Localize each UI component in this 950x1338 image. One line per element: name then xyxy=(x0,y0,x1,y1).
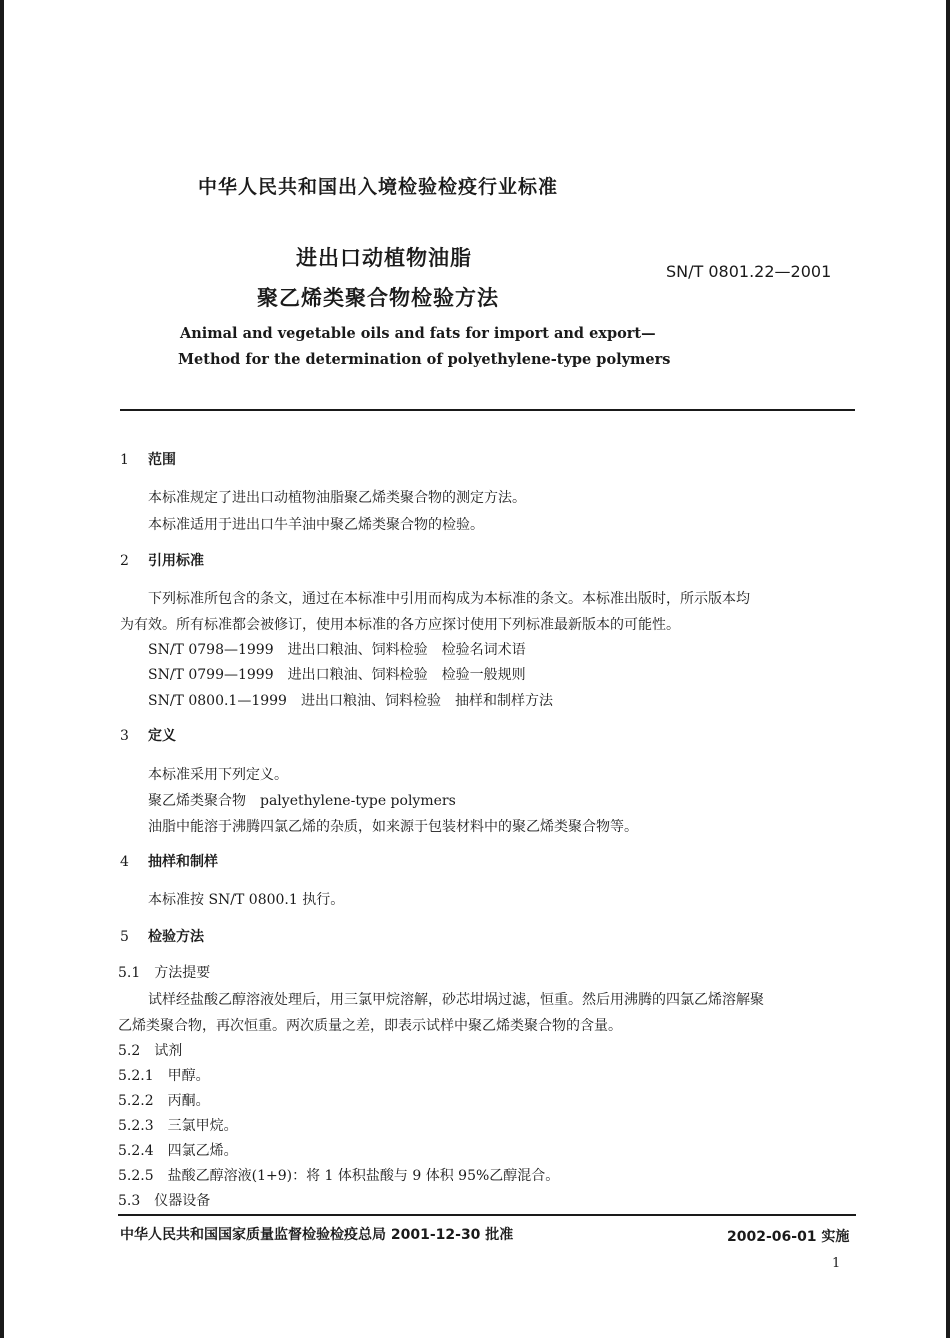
reference-item: SN/T 0798—1999 进出口粮油、饲料检验 检验名词术语 xyxy=(148,642,526,658)
section-4-heading xyxy=(120,851,218,871)
section-number: 1 xyxy=(120,452,129,468)
section-title: 范围 xyxy=(148,452,176,468)
standard-category-heading: 中华人民共和国出入境检验检疫行业标准 xyxy=(198,176,559,198)
reagent-item: 5.2.1 甲醇。 xyxy=(118,1068,210,1084)
section-1-heading xyxy=(120,449,176,469)
section-2-paragraph-line-1: 下列标准所包含的条文，通过在本标准中引用而构成为本标准的条文。本标准出版时，所示版本均 xyxy=(148,591,750,607)
reference-item: SN/T 0800.1—1999 进出口粮油、饲料检验 抽样和制样方法 xyxy=(148,693,553,709)
subsection-5-2-heading: 5.2 试剂 xyxy=(118,1043,183,1059)
section-3-paragraph-1: 本标准采用下列定义。 xyxy=(148,767,288,783)
section-1-paragraph-1: 本标准规定了进出口动植物油脂聚乙烯类聚合物的测定方法。 xyxy=(148,490,526,506)
scan-edge-left xyxy=(0,0,4,1338)
reagent-item: 5.2.2 丙酮。 xyxy=(118,1093,210,1109)
document-title-line-1: 进出口动植物油脂 xyxy=(296,246,472,270)
definition-term: 聚乙烯类聚合物 palyethylene-type polymers xyxy=(148,793,456,809)
section-3-heading xyxy=(120,725,176,745)
subsection-5-1-heading: 5.1 方法提要 xyxy=(118,965,211,981)
english-title-line-1: Animal and vegetable oils and fats for import and export— xyxy=(180,325,656,342)
section-title: 定义 xyxy=(148,728,176,744)
section-5-heading xyxy=(120,926,204,946)
section-5-1-paragraph-line-1: 试样经盐酸乙醇溶液处理后，用三氯甲烷溶解，砂芯坩埚过滤，恒重。然后用沸腾的四氯乙烯溶解聚 xyxy=(148,992,764,1008)
subsection-5-3-heading: 5.3 仪器设备 xyxy=(118,1193,211,1209)
reagent-item: 5.2.5 盐酸乙醇溶液(1+9)：将 1 体积盐酸与 9 体积 95%乙醇混合。 xyxy=(118,1168,560,1184)
footer-divider xyxy=(118,1214,856,1216)
definition-text: 油脂中能溶于沸腾四氯乙烯的杂质，如来源于包装材料中的聚乙烯类聚合物等。 xyxy=(148,819,638,835)
section-title: 引用标准 xyxy=(148,553,204,569)
section-1-paragraph-2: 本标准适用于进出口牛羊油中聚乙烯类聚合物的检验。 xyxy=(148,517,484,533)
implementation-date: 2002-06-01 实施 xyxy=(727,1229,850,1245)
section-number: 5 xyxy=(120,929,129,945)
reagent-item: 5.2.4 四氯乙烯。 xyxy=(118,1143,238,1159)
page-number: 1 xyxy=(832,1256,841,1271)
english-title-line-2: Method for the determination of polyethylene-type polymers xyxy=(178,351,671,368)
section-title: 抽样和制样 xyxy=(148,854,218,870)
section-5-1-paragraph-line-2: 乙烯类聚合物，再次恒重。两次质量之差，即表示试样中聚乙烯类聚合物的含量。 xyxy=(118,1018,622,1034)
section-number: 2 xyxy=(120,553,129,569)
reference-item: SN/T 0799—1999 进出口粮油、饲料检验 检验一般规则 xyxy=(148,667,526,683)
section-2-paragraph-line-2: 为有效。所有标准都会被修订，使用本标准的各方应探讨使用下列标准最新版本的可能性。 xyxy=(120,617,680,633)
section-title: 检验方法 xyxy=(148,929,204,945)
section-number: 3 xyxy=(120,728,129,744)
reagent-item: 5.2.3 三氯甲烷。 xyxy=(118,1118,238,1134)
standard-number: SN/T 0801.22—2001 xyxy=(666,262,832,281)
section-2-heading xyxy=(120,550,204,570)
approval-statement: 中华人民共和国国家质量监督检验检疫总局 2001-12-30 批准 xyxy=(120,1227,514,1243)
section-number: 4 xyxy=(120,854,129,870)
header-divider xyxy=(120,409,855,411)
scan-edge-right xyxy=(946,0,950,1338)
document-title-line-2: 聚乙烯类聚合物检验方法 xyxy=(257,286,499,310)
section-4-paragraph-1: 本标准按 SN/T 0800.1 执行。 xyxy=(148,892,345,908)
